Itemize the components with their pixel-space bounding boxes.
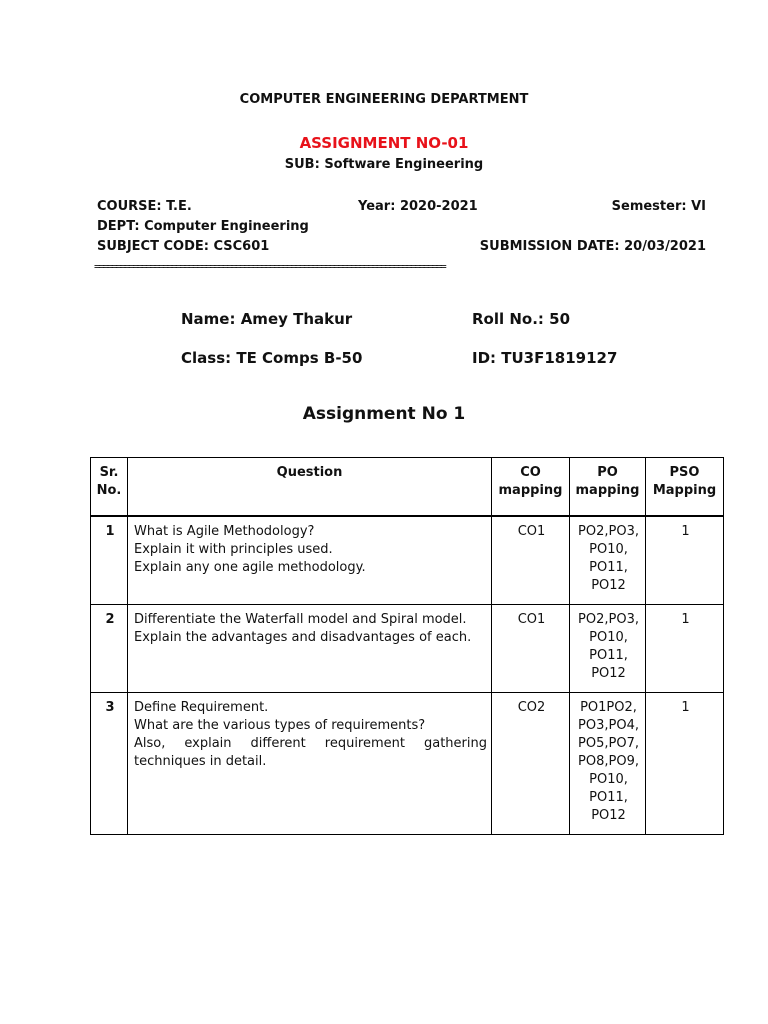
separator-line: ================================================================================== (94, 261, 445, 273)
row-sr: 2 (91, 605, 128, 693)
question-line: Also, explain different requirement gathering techniques in detail. (134, 736, 487, 769)
row-co: CO1 (492, 605, 570, 693)
header-pso (646, 458, 724, 517)
row-co: CO2 (492, 693, 570, 835)
assignment-heading: Assignment No 1 (302, 404, 466, 424)
po-line: PO8,PO9, (578, 754, 639, 769)
submission-date-label: SUBMISSION DATE: 20/03/2021 (479, 239, 706, 254)
header-po (570, 458, 646, 517)
subject-line: SUB: Software Engineering (284, 157, 484, 172)
question-line: What is Agile Methodology? (134, 524, 315, 539)
row-pso: 1 (646, 605, 724, 693)
header-co-line: CO (520, 465, 541, 480)
row-po (570, 516, 646, 605)
row-pso: 1 (646, 693, 724, 835)
row-question (128, 605, 492, 693)
row-co: CO1 (492, 516, 570, 605)
header-pso-line: Mapping (652, 483, 717, 498)
question-line: Explain the advantages and disadvantages of each. (134, 630, 472, 645)
po-line: PO12 (591, 808, 626, 823)
header-sr-line: Sr. (99, 465, 119, 480)
po-line: PO5,PO7, (578, 736, 639, 751)
header-co (492, 458, 570, 517)
assignment-number: ASSIGNMENT NO-01 (299, 134, 469, 152)
po-line: PO1PO2, (580, 700, 637, 715)
row-question (128, 516, 492, 605)
semester-label: Semester: VI (611, 199, 706, 214)
student-id: ID: TU3F1819127 (472, 349, 618, 367)
header-pso-line: PSO (669, 465, 700, 480)
year-label: Year: 2020-2021 (358, 199, 478, 214)
subject-code-label: SUBJECT CODE: CSC601 (97, 239, 270, 254)
po-line: PO2,PO3, (578, 524, 639, 539)
po-line: PO11, (589, 790, 628, 805)
row-sr: 1 (91, 516, 128, 605)
row-pso: 1 (646, 516, 724, 605)
row-po (570, 693, 646, 835)
po-line: PO10, (589, 772, 628, 787)
header-po-line: PO (597, 465, 618, 480)
student-name: Name: Amey Thakur (181, 310, 353, 328)
po-line: PO11, (589, 648, 628, 663)
header-sr-line: No. (96, 483, 122, 498)
header-co-line: mapping (498, 483, 563, 498)
po-line: PO2,PO3, (578, 612, 639, 627)
header-sr (91, 458, 128, 517)
po-line: PO10, (589, 630, 628, 645)
header-po-line: mapping (575, 483, 640, 498)
questions-table (90, 457, 724, 835)
table-row (91, 516, 724, 605)
department-title: COMPUTER ENGINEERING DEPARTMENT (239, 92, 529, 107)
po-line: PO11, (589, 560, 628, 575)
roll-number: Roll No.: 50 (472, 310, 571, 328)
table-header-row (91, 458, 724, 517)
question-line: Define Requirement. (134, 700, 269, 715)
dept-label: DEPT: Computer Engineering (97, 219, 309, 234)
header-question: Question (128, 458, 492, 517)
po-line: PO10, (589, 542, 628, 557)
table-row (91, 605, 724, 693)
row-question (128, 693, 492, 835)
po-line: PO3,PO4, (578, 718, 639, 733)
row-po (570, 605, 646, 693)
question-line: Explain any one agile methodology. (134, 560, 366, 575)
table-row (91, 693, 724, 835)
question-line: Differentiate the Waterfall model and Spiral model. (134, 612, 467, 627)
po-line: PO12 (591, 578, 626, 593)
row-sr: 3 (91, 693, 128, 835)
question-line: What are the various types of requirements? (134, 718, 426, 733)
course-label: COURSE: T.E. (97, 199, 192, 214)
question-line: Explain it with principles used. (134, 542, 333, 557)
po-line: PO12 (591, 666, 626, 681)
student-class: Class: TE Comps B-50 (181, 349, 363, 367)
